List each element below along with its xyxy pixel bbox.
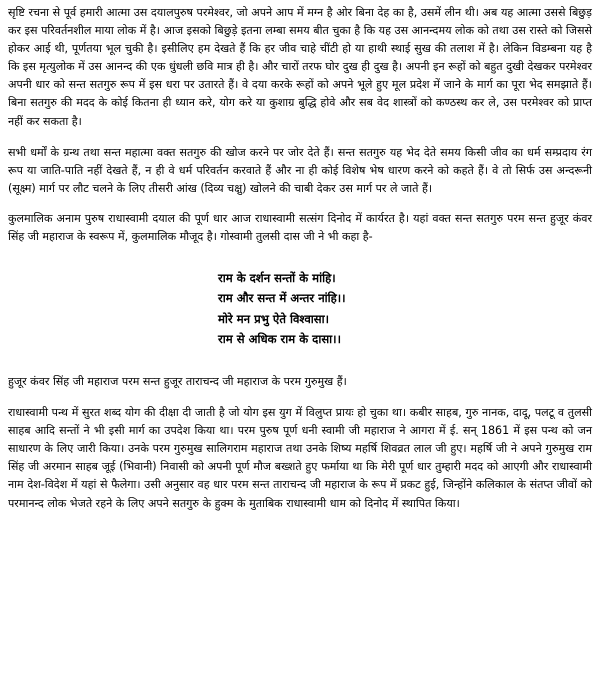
paragraph-kulmalik: कुलमालिक अनाम पुरुष राधास्वामी दयाल की पूर्ण धार आज राधास्वामी सत्संग दिनोद में कार्यरत है। यहां वक्त सन्त सतगुरु परम सन्त हुजूर कंवर सिंह जी महाराज के स्वरूप में, कुलमालिक मौजूद है। गोस्वामी तुलसी दास जी ने भी कहा है- (8, 211, 592, 244)
couplet-line: मोरे मन प्रभु ऐते विश्वासा। (218, 311, 330, 326)
paragraph-scriptures: सभी धर्मों के ग्रन्थ तथा सन्त महात्मा वक्त सतगुरु की खोज करने पर जोर देते हैं। सन्त सतगुरु यह भेद देते समय किसी जीव का धर्म सम्प्रदाय रंग रूप या जाति-पाति नहीं देखते हैं, न ही वे धर्म परिवर्तन करवाते हैं और ना ही कोई विशेष भेष धारण करने को कहते हैं। वे तो सिर्फ उस अन्दरूनी (सूक्ष्म) मार्ग पर लौट चलने के लिए तीसरी आंख (दिव्य चक्षु) खोलने की चाबी देकर उस मार्ग पर ले जाते हैं। (8, 145, 592, 195)
paragraph-creation: सृष्टि रचना से पूर्व हमारी आत्मा उस दयालपुरुष परमेश्वर, जो अपने आप में मग्न है ओर बिना देह का है, उसमें लीन थी। अब यह आत्मा उससे बिछुड़ कर इस परिवर्तनशील माया लोक में है। आज इसको बिछुड़े इतना लम्बा समय बीत चुका है कि यह उस आनन्दमय लोक को तथा उस रास्ते को जिससे होकर आई थी, पूर्णतया भूल चुकी है। इसीलिए हम देखते हैं कि हर जीव चाहे चींटी हो या हाथी स्थाई सुख की तलाश में है। लेकिन विडम्बना यह है कि इस मृत्युलोक में उस आनन्द की एक धुंधली छवि मात्र ही है। और चारों तरफ घोर दुख ही दुख है। अपनी इन रूहों को बहुत दुखी देखकर परमेश्वर अपनी धार को सन्त सतगुरु रूप में इस धरा पर उतारते हैं। वे दया करके रूहों को अपने भूले हुए मूल प्रदेश में जाने के मार्ग का पूरा भेद समझाते हैं। बिना सतगुरु की मदद के कोई कितना ही ध्यान करे, योग करे या कुशाग्र बुद्धि होवे और सब वेद शास्त्रों को कण्ठस्थ कर ले, उस परमेश्वर को प्राप्त नहीं कर सकता है। (8, 6, 592, 128)
paragraph-history: राधास्वामी पन्थ में सुरत शब्द योग की दीक्षा दी जाती है जो योग इस युग में विलुप्त प्रायः हो चुका था। कबीर साहब, गुरु नानक, दादू, पलटू व तुलसी साहब आदि सन्तों ने भी इसी मार्ग का उपदेश किया था। परम पुरुष पूर्ण धनी स्वामी जी महाराज ने आगरा में ई. सन् 1861 में इस पन्थ को जन साधारण के लिए जारी किया। उनके परम गुरुमुख सालिगराम महाराज तथा उनके शिष्य महर्षि शिवव्रत लाल जी हुए। महर्षि जी ने अपने गुरुमुख राम सिंह जी अरमान साहब जूई (भिवानी) निवासी को अपनी पूर्ण मौज बख्शते हुए फर्माया था कि मेरी पूर्ण धार तुम्हारी मदद को आएगी और राधास्वामी नाम देश-विदेश में यहां से फैलेगा। उसी अनुसार वह धार परम सन्त ताराचन्द जी महाराज के रूप में प्रकट हुई, जिन्होंने कलिकाल के संतप्त जीवों को परमानन्द लोक भेजते रहने के लिए अपने सतगुरु के हुक्म के मुताबिक राधास्वामी धाम को दिनोद में स्थापित किया। (8, 406, 592, 510)
couplet-line: राम से अधिक राम के दासा।। (218, 331, 341, 346)
tulsidas-couplet (218, 268, 592, 349)
paragraph-gurumukh: हुजूर कंवर सिंह जी महाराज परम सन्त हुजूर ताराचन्द जी महाराज के परम गुरुमुख हैं। (8, 374, 347, 388)
couplet-line: राम के दर्शन सन्तों के मांहि। (218, 271, 336, 286)
couplet-line: राम और सन्त में अन्तर नांहि।। (218, 291, 346, 306)
